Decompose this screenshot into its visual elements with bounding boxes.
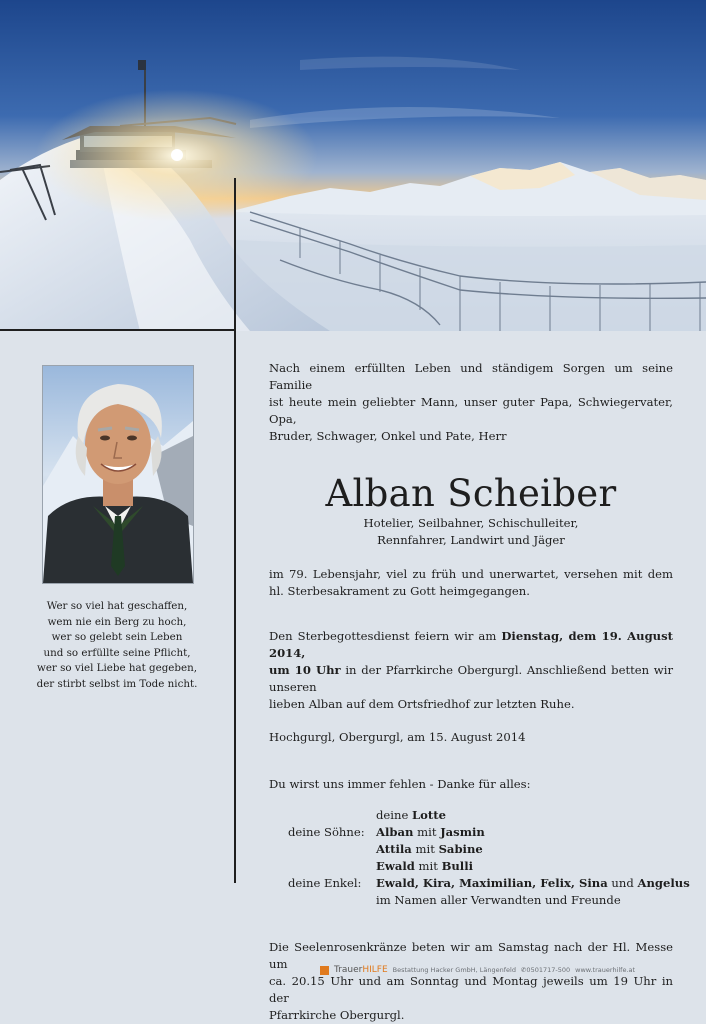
survivor-row	[269, 824, 673, 841]
deceased-name: Alban Scheiber	[325, 472, 617, 515]
son: Attila mit Sabine	[376, 842, 483, 856]
survivor-row	[269, 892, 673, 909]
rosary-line: Die Seelenrosenkränze beten wir am Samstag nach der Hl. Messe um	[269, 940, 673, 971]
occupation	[269, 515, 673, 549]
divider-vertical-line	[234, 178, 236, 883]
son: Alban mit Jasmin	[376, 825, 485, 839]
funeral-line	[269, 628, 673, 662]
funeral-text: in der Pfarrkirche Obergurgl. Anschließend betten wir unseren	[269, 663, 673, 694]
wife: deine Lotte	[376, 808, 446, 822]
rosary-line: Pfarrkirche Obergurgl.	[269, 1008, 405, 1022]
poem-line: der stirbt selbst im Tode nicht.	[36, 677, 198, 690]
funeral-paragraph	[269, 628, 673, 713]
funeral-date: Dienstag, dem 19. August 2014,	[269, 629, 673, 660]
funeral-line: lieben Alban auf dem Ortsfriedhof zur letzten Ruhe.	[269, 697, 575, 711]
rosary-paragraph	[269, 939, 673, 1024]
rosary-line: ca. 20.15 Uhr und am Sonntag und Montag jeweils um 19 Uhr in der	[269, 974, 673, 1005]
occupation-line: Rennfahrer, Landwirt und Jäger	[377, 533, 565, 547]
intro-line: Bruder, Schwager, Onkel und Pate, Herr	[269, 429, 507, 443]
intro-paragraph	[269, 360, 673, 445]
footer-brand: TrauerHILFE	[334, 965, 388, 975]
relatives: im Namen aller Verwandten und Freunde	[376, 893, 621, 907]
place-date: Hochgurgl, Obergurgl, am 15. August 2014	[269, 730, 526, 744]
survivor-row	[269, 875, 690, 892]
passing-paragraph	[269, 566, 673, 600]
funeral-text: Den Sterbegottesdienst feiern wir am	[269, 629, 502, 643]
grandkids: Ewald, Kira, Maximilian, Felix, Sina und Angelus	[376, 876, 690, 890]
trauerhilfe-logo-icon	[320, 966, 329, 975]
footer-credits	[320, 965, 635, 975]
obituary-text	[269, 360, 690, 1024]
memorial-poem	[22, 599, 212, 693]
passing-line: im 79. Lebensjahr, viel zu früh und unerwartet, versehen mit dem	[269, 567, 673, 581]
miss-you-line: Du wirst uns immer fehlen - Danke für alles:	[269, 777, 531, 791]
portrait-photo	[42, 365, 194, 584]
poem-line: wer so viel Liebe hat gegeben,	[37, 662, 197, 675]
sons-label: deine Söhne:	[288, 825, 365, 839]
occupation-line: Hotelier, Seilbahner, Schischulleiter,	[363, 516, 579, 530]
poem-line: und so erfüllte seine Pflicht,	[43, 646, 191, 659]
poem-line: wem nie ein Berg zu hoch,	[47, 615, 187, 628]
footer-company: Bestattung Hacker GmbH, Längenfeld	[392, 966, 516, 974]
funeral-line	[269, 662, 673, 696]
funeral-time: um 10 Uhr	[269, 663, 341, 677]
survivors-list	[269, 807, 690, 917]
poem-line: Wer so viel hat geschaffen,	[46, 600, 188, 612]
survivor-row	[269, 858, 673, 875]
footer-web: www.trauerhilfe.at	[575, 966, 636, 974]
intro-line: Nach einem erfüllten Leben und ständigem Sorgen um seine Familie	[269, 361, 673, 392]
survivor-row	[269, 841, 673, 858]
survivor-row	[269, 807, 673, 824]
poem-line: wer so gelebt sein Leben	[51, 631, 183, 644]
footer-phone: ✆0501717-500	[520, 966, 571, 974]
divider-horizontal-line	[0, 329, 236, 331]
intro-line: ist heute mein geliebter Mann, unser guter Papa, Schwiegervater, Opa,	[269, 395, 673, 426]
grandkids-label: deine Enkel:	[288, 876, 362, 890]
son: Ewald mit Bulli	[376, 859, 474, 873]
passing-line: hl. Sterbesakrament zu Gott heimgegangen.	[269, 584, 530, 598]
hero-panorama-image	[0, 0, 706, 331]
